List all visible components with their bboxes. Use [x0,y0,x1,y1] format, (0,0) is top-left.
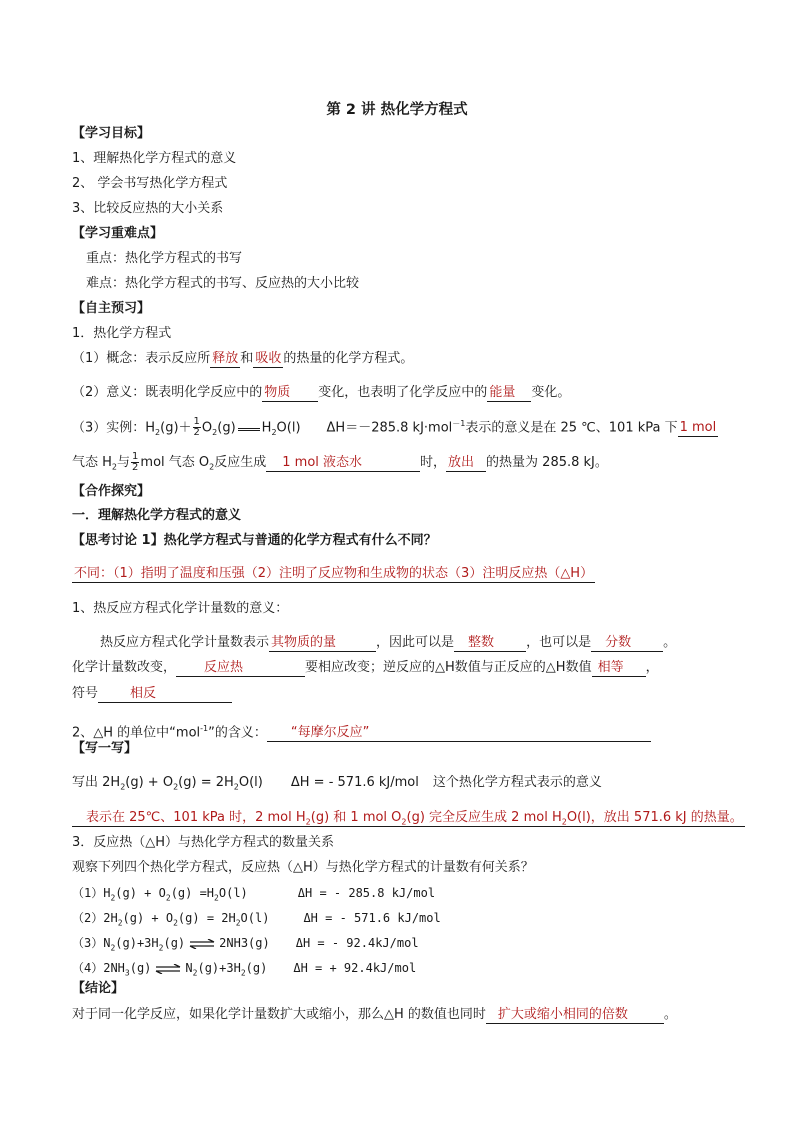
text: 变化，也表明了化学反应中的 [318,385,488,400]
equation-3 [72,933,734,958]
text: (g)＋ [160,420,192,436]
text: 反应生成 [214,455,267,470]
answer-blank [266,455,420,472]
subscript: 3 [124,968,130,978]
key-point-item: 难点：热化学方程式的书写、反应热的大小比较 [86,276,360,291]
coefficient-line-3 [72,684,734,704]
answer-text: (g) 完全反应生成 2 mol H [406,810,562,825]
text: (g)+3H [115,936,159,950]
text: （2）意义：既表明化学反应中的 [72,385,263,400]
preview-meaning-line [72,383,734,403]
subscript: 2 [240,968,246,978]
preview-example-line-2 [72,452,734,478]
answer-blank [72,810,745,827]
text: ”的含义： [208,725,267,741]
delta-h: ΔH = - 92.4kJ/mol [295,936,419,950]
coop-section-title: 一．理解热化学方程式的意义 [72,508,242,523]
denominator: 2 [193,427,200,439]
write-answer [72,808,743,833]
subscript: 2 [209,462,215,472]
answer-text: 整数 [468,635,495,650]
heading-preview: 【自主预习】 [72,301,151,316]
preview-concept-line [72,349,734,369]
text: 。 [663,635,677,650]
answer-blank [487,385,531,402]
text: 这个热化学方程式表示的意义 [432,775,602,790]
subscript: 2 [192,968,198,978]
answer-text: 相反 [130,686,157,701]
superscript: －1 [452,419,466,428]
subscript: 2 [155,427,161,437]
text: (g) + O [115,886,166,900]
answer-blank: 1 mol [679,420,717,436]
text: (g) [245,961,268,975]
text: (g) = 2H [177,911,236,925]
text: O(l) [276,420,301,436]
answer-text: “每摩尔反应” [290,725,370,741]
text: ，也可以是 [526,635,592,650]
subscript: 2 [165,893,171,903]
subscript: 2 [212,427,218,437]
subscript: 2 [233,782,239,792]
text: 时， [420,455,447,470]
answer-blank [446,455,486,472]
text: 【思考讨论 1】热化学方程式与普通的化学方程式有什么不同？ [72,533,437,548]
text: N [185,961,193,975]
heading-write: 【写一写】 [72,741,138,756]
answer-blank [486,1007,664,1024]
text: O(l) [240,911,270,925]
text: (g) = 2H [178,775,234,790]
subscript: 2 [117,918,123,928]
heading-goals: 【学习目标】 [72,126,151,141]
coefficient-line-2 [72,658,734,678]
superscript: -1 [200,724,209,733]
answer-blank [176,660,305,677]
text: 变化。 [531,385,571,400]
subscript: 2 [158,943,164,953]
text: 符号 [72,686,99,701]
answer-text: 分数 [605,635,632,650]
equals-sign [238,424,260,431]
delta-h: ΔH = + 92.4kJ/mol [293,961,417,975]
text: （3）实例：H [72,420,156,436]
answer-text: (g) 和 1 mol O [310,810,402,825]
subscript: 2 [401,817,407,827]
text: 热反应方程式化学计量数表示 [100,635,270,650]
answer-blank [591,635,663,652]
text: 2NH3(g) [219,936,270,950]
fraction [193,417,201,438]
text: （1）概念：表示反应所 [72,351,211,366]
text: （2）2H [72,911,118,925]
answer-text: 其物质的量 [271,635,337,650]
text: 气态 H [72,455,112,470]
equation-2 [72,908,734,933]
answer-blank [592,660,646,677]
text: (g) [163,936,186,950]
answer-text: 相等 [597,660,624,675]
text: 2、△H 的单位中“mol [72,725,201,741]
answer-text: 物质 [264,385,291,400]
answer-blank [454,635,526,652]
text: (g) + O [125,775,174,790]
subscript: 2 [561,817,567,827]
reversible-arrow-icon [155,964,181,974]
subscript: 2 [173,918,178,928]
key-point-item: 重点：热化学方程式的书写 [86,251,243,266]
text: O(l) [218,886,248,900]
answer-text: 表示在 25℃、101 kPa 时，2 mol H [86,810,306,825]
text: (g) [217,420,236,436]
subscript: 2 [214,893,219,903]
text: O(l) [238,775,263,790]
answer-text: 扩大或缩小相同的倍数 [497,1007,628,1022]
text: (g)+3H [197,961,241,975]
answer-blank [269,635,376,652]
text: 要相应改变；逆反应的△H数值与正反应的△H数值 [305,660,592,675]
text: (g) =H [170,886,215,900]
delta-h: ΔH = - 571.6 kJ/mol [303,911,441,925]
text: 和 [240,351,254,366]
text: 表示的意义是在 25 ℃、101 kPa 下 [465,420,678,436]
text: 化学计量数改变， [72,660,177,675]
text: O [201,420,213,436]
subscript: 2 [120,782,126,792]
goal-item: 2、 学会书写热化学方程式 [72,176,228,191]
page-title: 第 2 讲 热化学方程式 [326,102,468,118]
fraction [131,452,139,473]
numerator: 1 [132,451,139,462]
denominator: 2 [132,462,139,473]
answer-blank [262,385,318,402]
text: ΔH = - 571.6 kJ/mol [290,775,419,790]
heading-key-points: 【学习重难点】 [72,226,164,241]
text: 与 [117,455,131,470]
answer-text: O(l)，放出 571.6 kJ 的热量。 [566,810,743,825]
text: ， [645,660,659,675]
conclusion-line [72,1005,734,1025]
subscript: 2 [111,462,118,472]
answer-text: 反应热 [204,660,244,675]
write-question [72,773,734,798]
text: 的热量的化学方程式。 [283,351,414,366]
delta-h: ΔH = - 285.8 kJ/mol [297,886,436,900]
text: H [261,420,272,436]
text: 的热量为 285.8 kJ。 [486,455,608,470]
heading-conclusion: 【结论】 [72,981,125,996]
answer-blank [98,686,232,703]
answer-text: 放出 [448,455,475,470]
text: 对于同一化学反应，如果化学计量数扩大或缩小，那么△H 的数值也同时 [72,1007,486,1022]
subscript: 2 [110,893,116,903]
heading-cooperation: 【合作探究】 [72,484,151,499]
text: (g) [129,961,152,975]
text: 。 [663,1007,677,1022]
answer-blank: 吸收 [255,351,282,366]
subscript: 2 [110,943,116,953]
text: ΔH＝－285.8 kJ·mol [326,420,453,436]
reversible-arrow-icon [189,939,215,949]
equation-1 [72,883,734,908]
answer-blank: 不同：（1）指明了温度和压强（2）注明了反应物和生成物的状态（3）注明反应热（△H） [74,566,594,581]
text: （1）H [72,886,111,900]
answer-text: 1 mol 液态水 [282,455,363,470]
subscript: 2 [305,817,311,827]
preview-example-line [72,414,734,443]
discussion-answer [72,564,734,584]
text: (g) + O [122,911,174,925]
section3-title: 3．反应热（△H）与热化学方程式的数量关系 [72,835,335,850]
answer-text: 能量 [489,385,516,400]
goal-item: 1、理解热化学方程式的意义 [72,151,237,166]
goal-item: 3、比较反应热的大小关系 [72,201,224,216]
text: （4）2NH [72,961,125,975]
subscript: 2 [271,427,277,437]
subscript: 2 [235,918,241,928]
numerator: 1 [193,416,200,428]
text: 写出 2H [72,775,121,790]
preview-section-title: 1．热化学方程式 [72,326,172,341]
text: mol 气态 O [140,455,210,470]
subscript: 2 [173,782,179,792]
coefficient-line-1 [100,633,734,653]
answer-blank: 释放 [212,351,239,366]
coefficient-title: 1、热反应方程式化学计量数的意义： [72,601,289,616]
text: ，因此可以是 [376,635,455,650]
text: （3）N [72,936,111,950]
discussion-question [72,531,734,551]
section3-question: 观察下列四个热化学方程式，反应热（△H）与热化学方程式的计量数有何关系？ [72,860,534,875]
